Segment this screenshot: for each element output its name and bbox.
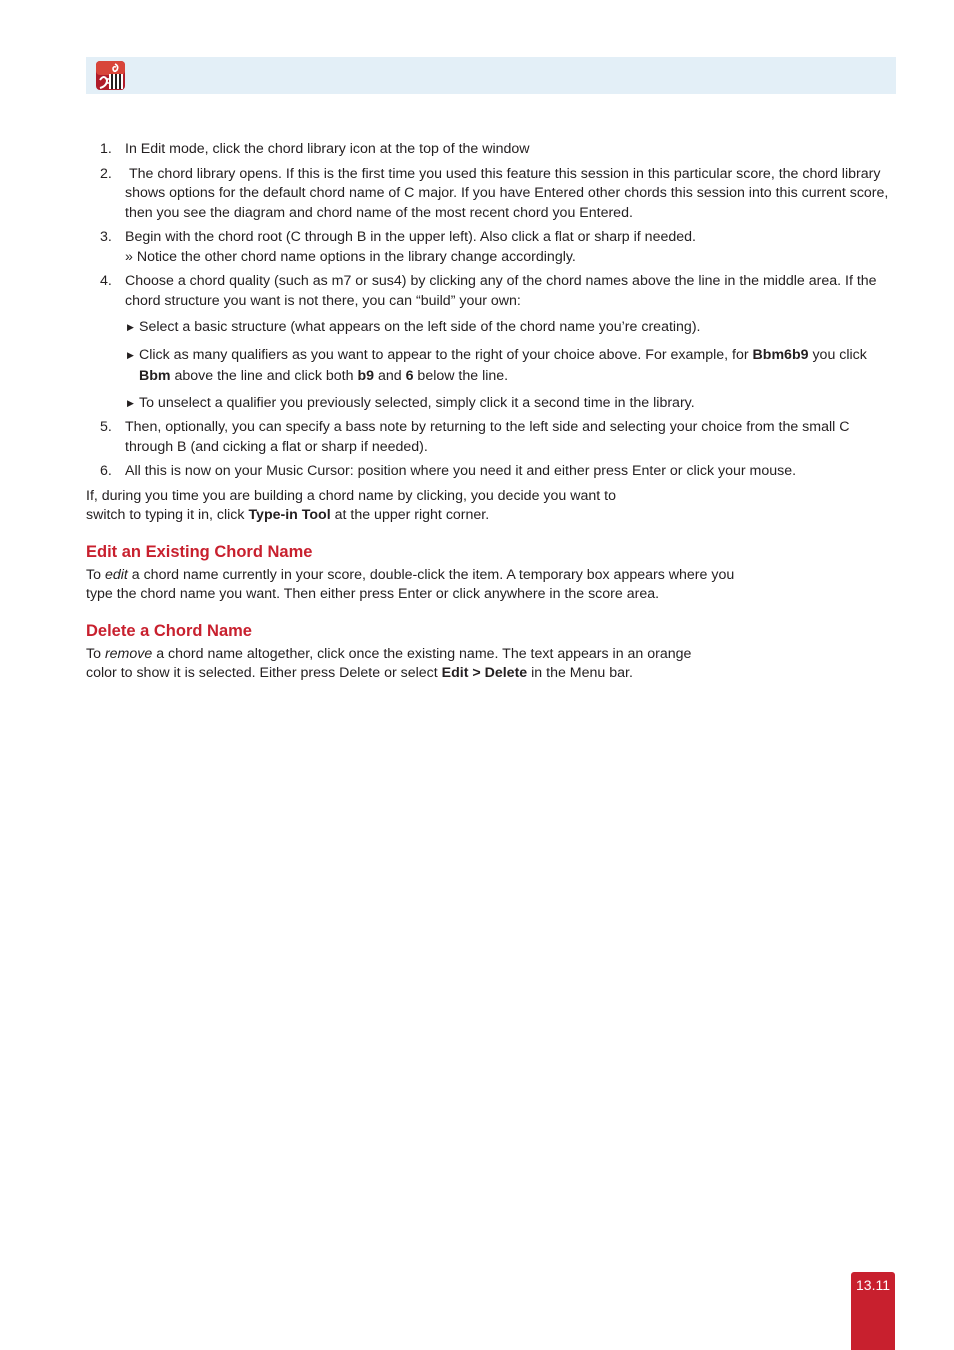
step-text: All this is now on your Music Cursor: position where you need it and either press Enter or click your mouse. xyxy=(125,463,797,479)
step-number: 1. xyxy=(100,141,112,157)
step-3 xyxy=(86,228,896,267)
step-number: 6. xyxy=(100,463,112,479)
substep-text: Select a basic structure (what appears on the left side of the chord name you’re creating). xyxy=(139,319,701,335)
page-number-tab xyxy=(851,1272,895,1350)
italic-term: edit xyxy=(104,566,128,583)
typein-paragraph xyxy=(86,487,646,526)
menu-command: Edit > Delete xyxy=(441,665,528,681)
section-heading-edit: Edit an Existing Chord Name xyxy=(86,542,313,561)
paragraph-text: at the upper right corner. xyxy=(330,507,490,523)
step-6 xyxy=(86,462,896,482)
step-4 xyxy=(86,272,896,413)
paragraph-text: a chord name currently in your score, double-click the item. A temporary box appears where you type the chord name you want. Then either press Enter or click anywhere in the score area. xyxy=(86,566,735,602)
bold-chord: Bbm xyxy=(139,367,171,384)
header-band xyxy=(86,57,896,94)
substep-text: below the line. xyxy=(413,367,509,384)
substep-unselect xyxy=(125,394,896,414)
substep-text: Click as many qualifiers as you want to appear to the right of your choice above. For example, for xyxy=(139,346,753,363)
triangle-bullet-icon: ▶ xyxy=(127,322,134,332)
substep-text: you click xyxy=(808,346,867,363)
bold-qualifier: b9 xyxy=(357,367,375,384)
type-in-tool-label: Type-in Tool xyxy=(248,507,331,523)
paragraph-text: If, during you time you are building a chord name by clicking, you decide you want to switch to typing it in, click xyxy=(86,487,616,523)
app-logo-icon xyxy=(95,60,126,91)
edit-paragraph xyxy=(86,566,751,605)
substep-text: above the line and click both xyxy=(170,367,358,384)
page-number: 13.11 xyxy=(856,1277,890,1293)
substeps-list xyxy=(125,318,896,413)
bold-qualifier: 6 xyxy=(405,367,414,384)
step-text: In Edit mode, click the chord library icon at the top of the window xyxy=(125,141,530,157)
step-5 xyxy=(86,418,896,457)
step-text: Choose a chord quality (such as m7 or sus4) by clicking any of the chord names above the line in the middle area. If the chord structure you want is not there, you can “build” your own: xyxy=(125,273,877,309)
step-number: 4. xyxy=(100,273,112,289)
step-number: 2. xyxy=(100,165,112,182)
triangle-bullet-icon: ▶ xyxy=(127,349,134,360)
steps-list xyxy=(86,140,896,482)
step-1 xyxy=(86,140,896,160)
step-2 xyxy=(86,165,896,224)
triangle-bullet-icon: ▶ xyxy=(127,397,134,408)
step-note: » Notice the other chord name options in the library change accordingly. xyxy=(125,248,576,265)
step-text: Begin with the chord root (C through B in the upper left). Also click a flat or sharp if needed. xyxy=(125,229,696,245)
substep-select-structure xyxy=(125,318,896,338)
paragraph-text: To xyxy=(86,566,105,583)
substep-text: To unselect a qualifier you previously selected, simply click it a second time in the library. xyxy=(139,394,695,411)
step-text: Then, optionally, you can specify a bass note by returning to the left side and selecting your choice from the small C through B (and cicking a flat or sharp if needed). xyxy=(125,419,850,455)
paragraph-text: a chord name altogether, click once the existing name. The text appears in an orange color to show it is selected. Either press Delete or select xyxy=(86,645,692,681)
substep-click-qualifiers xyxy=(125,345,896,387)
delete-paragraph xyxy=(86,645,726,684)
step-number: 3. xyxy=(100,229,112,245)
page-content xyxy=(86,140,896,684)
substep-text: and xyxy=(374,367,406,384)
bold-chord: Bbm6b9 xyxy=(752,346,809,363)
step-number: 5. xyxy=(100,419,112,435)
paragraph-text: To xyxy=(86,645,105,662)
step-text: The chord library opens. If this is the first time you used this feature this session in this particular score, the chord library shows options for the default chord name of C major. If you have Entered other chords this session into this current score, then you see the diagram and chord name of the most recent chord you Entered. xyxy=(125,165,893,221)
section-heading-delete: Delete a Chord Name xyxy=(86,621,252,640)
italic-term: remove xyxy=(104,645,153,662)
paragraph-text: in the Menu bar. xyxy=(527,665,633,681)
